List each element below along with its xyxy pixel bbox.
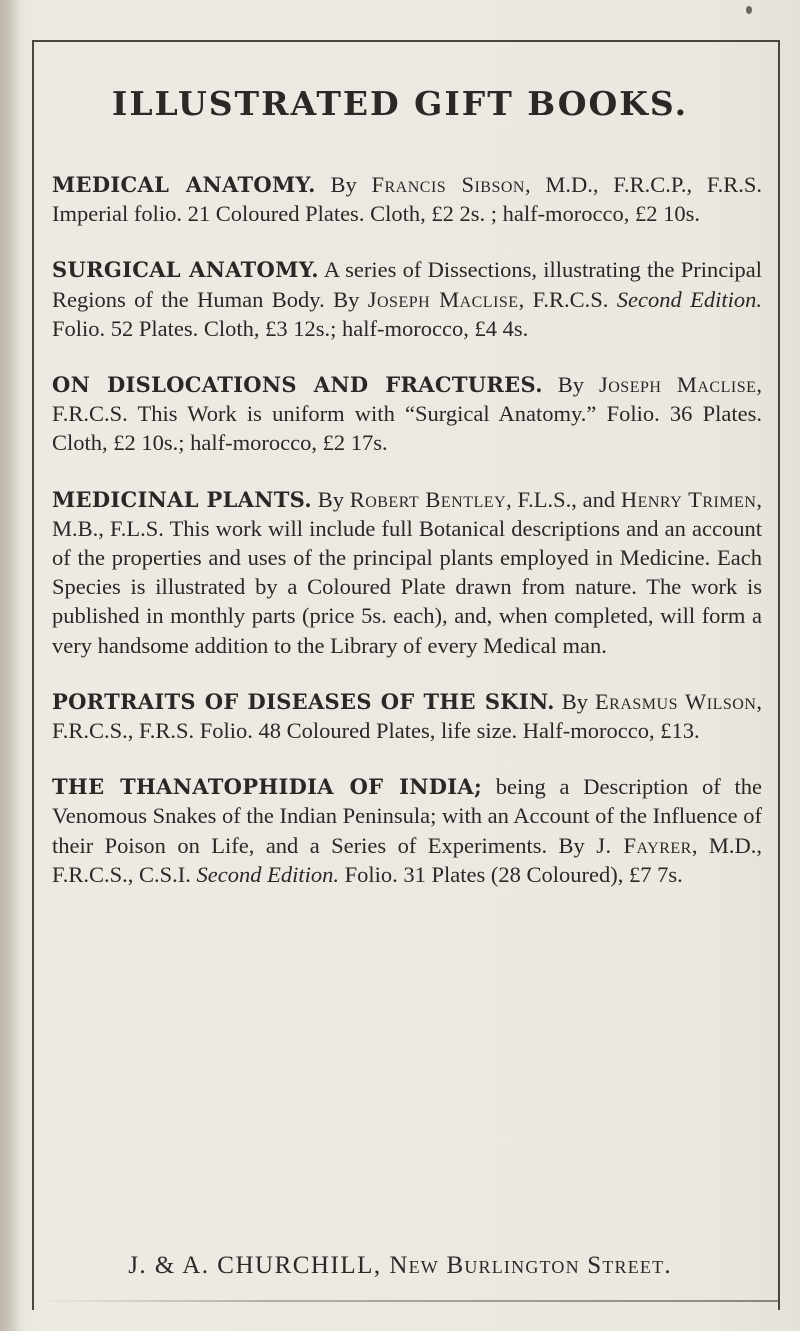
- author-name: Francis Sibson: [371, 172, 525, 197]
- author-credentials: , F.R.C.S.: [518, 286, 609, 312]
- book-description: , M.B., F.L.S. This work will include full Botanical descriptions and an account of the properties and uses of the principal plants employed in Medicine. Each Species is illustrated by a Coloured Plate drawn from nature. The work is published in monthly parts (price 5s. each), and, when completed, will form a very handsome addition to the Library of every Medical man.: [52, 486, 762, 658]
- author-credentials: , M.D., F.R.C.S., C.S.I.: [52, 832, 763, 887]
- author-prefix: By: [317, 486, 344, 512]
- author-name: Robert Bentley: [349, 486, 507, 512]
- page-title: ILLUSTRATED GIFT BOOKS.: [111, 84, 689, 123]
- author-prefix: By: [330, 172, 357, 197]
- book-entry-thanatophidia: [52, 772, 762, 889]
- author-credentials: , F.L.S., and: [506, 486, 616, 512]
- author-name: Joseph Maclise: [367, 286, 519, 312]
- book-entry-surgical-anatomy: [52, 255, 762, 343]
- book-title: SURGICAL ANATOMY.: [52, 257, 319, 283]
- edition-note: Second Edition.: [196, 861, 339, 887]
- book-title: PORTRAITS OF DISEASES OF THE SKIN.: [52, 688, 555, 714]
- book-description: Folio. 52 Plates. Cloth, £3 12s.; half-morocco, £4 4s.: [52, 315, 529, 341]
- publisher-name: J. & A. CHURCHILL,: [128, 1252, 382, 1279]
- author-name: Joseph Maclise: [598, 372, 757, 398]
- author-name: J. Fayrer: [596, 832, 692, 858]
- book-description: , F.R.C.S. This Work is uniform with “Surgical Anatomy.” Folio. 36 Plates. Cloth, £2 10s.; half-morocco, £2 17s.: [52, 372, 762, 456]
- book-subtitle: A series of Dissections, illustrating the Principal Regions of the Human Body. By: [52, 257, 762, 312]
- book-entry-dislocations: [52, 370, 762, 458]
- ink-dot: [746, 6, 752, 14]
- book-entry-skin-diseases: [52, 687, 762, 745]
- publisher-address: New Burlington Street.: [389, 1252, 672, 1279]
- book-subtitle: being a Description of the Venomous Snakes of the Indian Peninsula; with an Account of the Influence of their Poison on Life, and a Series of Experiments. By: [52, 774, 762, 858]
- publisher-imprint: [0, 1252, 800, 1280]
- book-title: MEDICAL ANATOMY.: [52, 172, 316, 197]
- book-title: ON DISLOCATIONS AND FRACTURES.: [52, 372, 543, 398]
- book-description: Folio. 31 Plates (28 Coloured), £7 7s.: [344, 861, 683, 887]
- book-title: THE THANATOPHIDIA OF INDIA;: [52, 774, 483, 800]
- bottom-rule: [34, 1300, 780, 1302]
- binding-shadow: [0, 0, 22, 1331]
- book-description: , M.D., F.R.C.P., F.R.S. Imperial folio. 21 Coloured Plates. Cloth, £2 2s. ; half-morocco, £2 10s.: [52, 172, 763, 227]
- edition-note: Second Edition.: [616, 286, 762, 312]
- author-prefix: By: [557, 372, 585, 398]
- book-entry-medical-anatomy: [52, 170, 762, 228]
- book-entry-medicinal-plants: [52, 485, 762, 660]
- book-description: , F.R.C.S., F.R.S. Folio. 48 Coloured Plates, life size. Half-morocco, £13.: [52, 688, 763, 744]
- book-title: MEDICINAL PLANTS.: [52, 486, 312, 512]
- book-list: [52, 170, 762, 916]
- author-name-2: Henry Trimen: [620, 486, 757, 512]
- author-prefix: By: [561, 688, 588, 714]
- author-name: Erasmus Wilson: [594, 688, 757, 714]
